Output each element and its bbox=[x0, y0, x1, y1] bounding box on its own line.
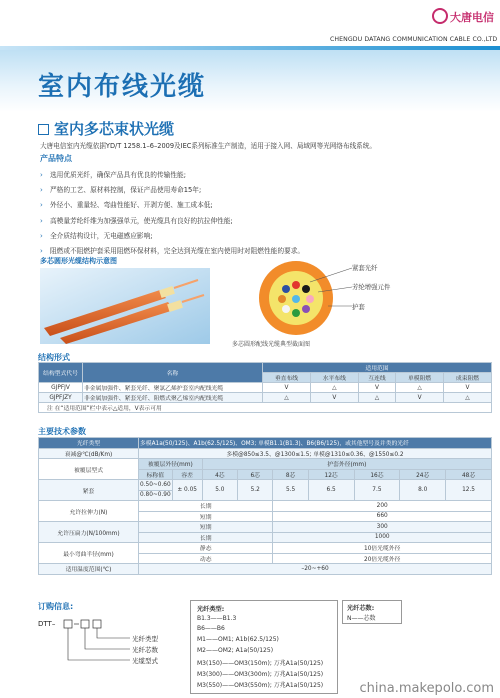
chevron-right-icon: › bbox=[40, 201, 43, 210]
fiber-count-box: 光纤芯数: N——芯数 bbox=[342, 600, 402, 624]
legend-tight-fiber: 紧套光纤 bbox=[352, 264, 378, 272]
logo-text: 大唐电信 bbox=[450, 11, 494, 24]
company-name-en: CHENGDU DATANG COMMUNICATION CABLE CO.,LTD bbox=[330, 36, 498, 43]
legend-aramid: 芳纶增强元件 bbox=[352, 283, 391, 291]
scope-col: 互连线 bbox=[358, 373, 395, 383]
scope-col: 水平布线 bbox=[310, 373, 358, 383]
cable-photo-illustration bbox=[40, 268, 210, 344]
feature-item: › 阻燃或不阻燃护套采用阻燃环保材料，完全达到光缆在室内使用时对阻燃性能的要求。 bbox=[40, 244, 490, 259]
section-title-text: 室内多芯束状光缆 bbox=[54, 120, 175, 138]
spec-title: 主要技术参数 bbox=[38, 427, 86, 436]
structure-table bbox=[38, 362, 492, 413]
checkbox-square-icon bbox=[38, 124, 49, 135]
chevron-right-icon: › bbox=[40, 246, 43, 255]
feature-item: › 全介质结构设计，无电磁感应影响; bbox=[40, 229, 490, 244]
diagram-label: 多芯圆形光缆结构示意图 bbox=[40, 257, 117, 265]
order-code-diagram bbox=[38, 614, 208, 674]
section-title bbox=[38, 118, 174, 139]
spec-table: 光纤类型 多模A1a(50/125)、A1b(62.5/125)、OM3; 单模B1.1(B1.3)、B6(B6/125)，或其他型号及并类的光纤 衰减@℃(dB/Km) 多模@850≤3.5、@1300≤1.5; 单模@1310≤0.36、@1550≤0.2 被覆层型式 被覆层外径(mm) 护套外径(mm) 标称值 容差 4芯 6芯 8芯 12芯 16芯 24芯 48芯 紧套 0.50~0.60 ± 0.05 5.0 5.2 5.5 6.5 7.5 8.0 12.5 0.80~0.90 允许拉伸力(N) 长期 200 短期 660 允许压扁力(N/100mm) 短期 300 长期 1000 最小弯曲半径(mm) 静态 10倍光缆外径 动态 20倍光缆外径 适用温度范围(℃) –20~+60 bbox=[38, 437, 492, 575]
feature-item: › 高模量芳纶纤维为加强强单元，使光缆具有良好的抗拉伸性能; bbox=[40, 214, 490, 229]
order-label-fiber-type: 光纤类型 bbox=[132, 635, 158, 643]
cable-cross-section-diagram bbox=[238, 256, 358, 338]
feature-item: › 选用优质光纤，确保产品具有优良的传输性能; bbox=[40, 168, 490, 183]
order-label-cable-type: 光缆型式 bbox=[132, 657, 158, 665]
company-logo bbox=[432, 6, 494, 30]
chevron-right-icon: › bbox=[40, 231, 43, 240]
scope-col: 垂直布线 bbox=[263, 373, 311, 383]
chevron-right-icon: › bbox=[40, 186, 43, 195]
chevron-right-icon: › bbox=[40, 216, 43, 225]
table-row: GJPFJZY 非金属加强件、紧套光纤、阻燃式聚乙烯室内配线光缆 △ V △ V △ bbox=[39, 393, 492, 403]
features-title: 产品特点 bbox=[40, 154, 72, 163]
page-title: 室内布线光缆 bbox=[38, 72, 207, 102]
structure-title: 结构形式 bbox=[38, 353, 70, 362]
order-code-prefix: DTT– bbox=[38, 620, 56, 628]
col-model-header: 结构型式代号 bbox=[39, 363, 83, 383]
table-note-row: 注 在“适用范围”栏中表示△适用，V表示可用 bbox=[39, 403, 492, 413]
logo-mark-icon bbox=[432, 8, 448, 24]
table-row: GJPFJV 非金属加强件、紧套光纤、聚氯乙烯护套室内配线光缆 V △ V △ V bbox=[39, 383, 492, 393]
feature-item: › 严格的工艺、原材料控制，保证产品使用寿命15年; bbox=[40, 183, 490, 198]
diagram-caption: 多芯圆形配线光缆典型截面图 bbox=[232, 341, 311, 348]
col-scope-header: 适用范围 bbox=[263, 363, 492, 373]
feature-item: › 外径小、重量轻、弯曲性能好、开剥方便、施工成本低; bbox=[40, 198, 490, 213]
watermark: china.makepolo.com bbox=[359, 681, 494, 696]
legend-sheath: 护套 bbox=[352, 303, 365, 311]
intro-text: 大唐电信室内光缆依据YD/T 1258.1–6–2009及IEC系列标准生产制造，适用于接入网、局域网等光网络布线系统。 bbox=[40, 142, 376, 150]
order-title: 订购信息: bbox=[38, 602, 74, 611]
col-name-header: 名称 bbox=[83, 363, 263, 383]
scope-col: 成束阻燃 bbox=[444, 373, 492, 383]
scope-col: 单模阻燃 bbox=[396, 373, 444, 383]
order-label-fiber-count: 光纤芯数 bbox=[132, 646, 158, 654]
chevron-right-icon: › bbox=[40, 171, 43, 179]
features-list bbox=[40, 168, 490, 259]
fiber-type-box: 光纤类型: B1.3——B1.3 B6——B6 M1——OM1; A1b(62.5/125) M2——OM2; A1a(50/125) M3(150)——OM3(150m); 万兆A1a(50/125) M3(300)——OM3(300m); 万兆A1a(50/125) M3(550)——OM3(550m); 万兆A1a(50/125) bbox=[190, 600, 338, 694]
